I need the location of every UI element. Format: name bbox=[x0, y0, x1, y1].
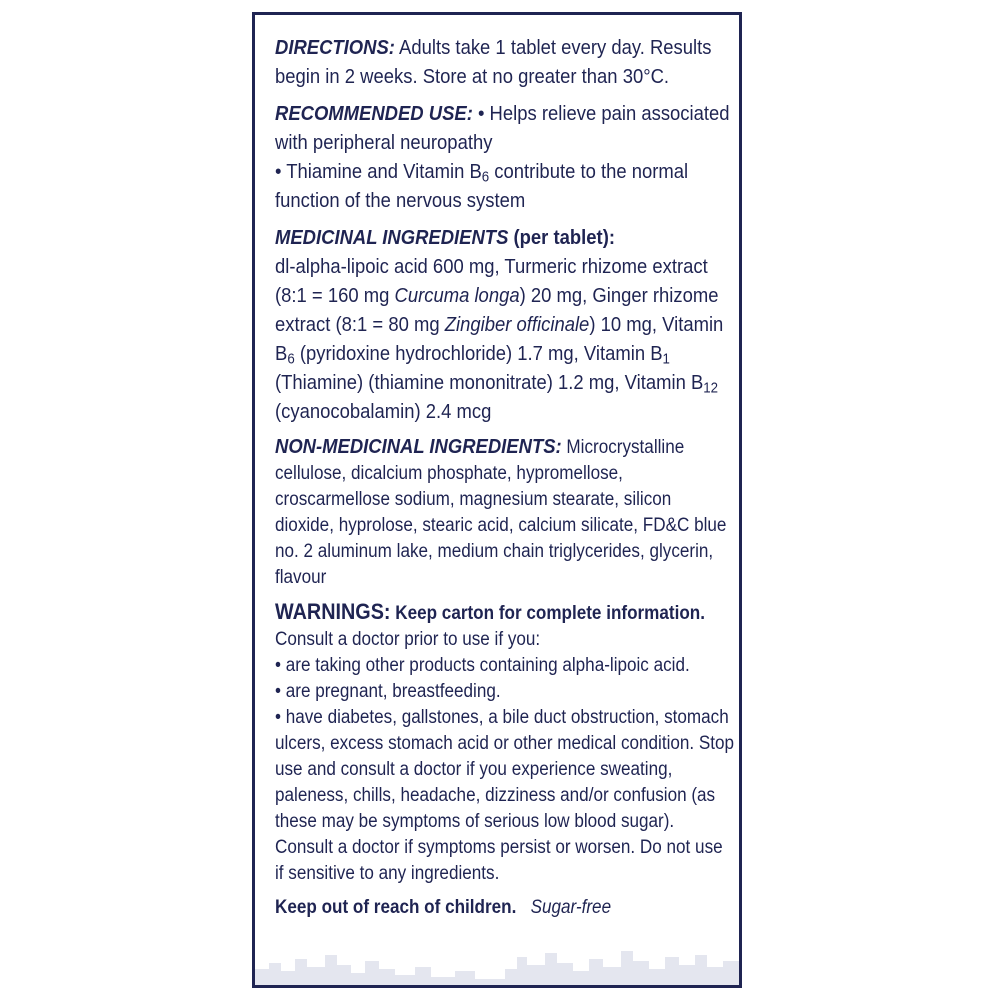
warnings-intro: Consult a doctor prior to use if you: bbox=[275, 629, 541, 650]
directions-text: Adults take 1 tablet every day. Results begin in 2 weeks. Store at no greater than 30°C. bbox=[275, 36, 712, 88]
directions-section bbox=[275, 33, 735, 91]
non-medicinal-text: Microcrystalline cellulose, dicalcium phosphate, hypromellose, croscarmellose sodium, magnesium stearate, silicon dioxide, hyprolose, stearic acid, calcium silicate, FD&C blue no. 2 aluminum lake, medium chain triglycerides, glycerin, flavour bbox=[275, 437, 727, 588]
medicinal-text: (cyanocobalamin) 2.4 mcg bbox=[275, 400, 492, 423]
directions-heading: DIRECTIONS: bbox=[275, 36, 395, 59]
recommended-use-section bbox=[275, 99, 735, 215]
keep-out-of-reach: Keep out of reach of children. bbox=[275, 897, 517, 918]
warnings-heading: WARNINGS: bbox=[275, 599, 391, 624]
subscript: 6 bbox=[287, 351, 295, 368]
subscript: 1 bbox=[662, 351, 670, 368]
non-medicinal-section bbox=[275, 434, 735, 591]
recommended-use-bullet-2b: contribute to the normal function of the nervous system bbox=[275, 160, 689, 212]
recommended-use-heading: RECOMMENDED USE: bbox=[275, 102, 473, 125]
footer-line bbox=[275, 895, 735, 921]
medicinal-text: (pyridoxine hydrochloride) 1.7 mg, Vitamin B bbox=[294, 342, 663, 365]
medicinal-text: (Thiamine) (thiamine mononitrate) 1.2 mg, Vitamin B bbox=[275, 371, 704, 394]
recommended-use-bullet-1: • Helps relieve pain associated with peripheral neuropathy bbox=[275, 102, 730, 154]
non-medicinal-heading: NON-MEDICINAL INGREDIENTS: bbox=[275, 435, 562, 458]
latin-name: Zingiber officinale bbox=[444, 313, 590, 336]
subscript: 12 bbox=[703, 380, 719, 397]
medicinal-text: ) 20 mg, Ginger rhizome extract (8:1 = 80 mg bbox=[275, 284, 719, 336]
medicinal-text: dl-alpha-lipoic acid 600 mg, Turmeric rhizome extract (8:1 = 160 mg bbox=[275, 255, 708, 307]
medicinal-heading: MEDICINAL INGREDIENTS bbox=[275, 226, 509, 249]
medicinal-heading-suffix: (per tablet): bbox=[508, 226, 615, 249]
recommended-use-bullet-2a: • Thiamine and Vitamin B bbox=[275, 160, 482, 183]
warnings-bullet-3: • have diabetes, gallstones, a bile duct obstruction, stomach ulcers, excess stomach acid or other medical condition. Stop use and consult a doctor if you experience sweating, paleness, chills, headache, dizziness and/or confusion (as these may be symptoms of serious low blood sugar). Consult a doctor if symptoms persist or worsen. Do not use if sensitive to any ingredients. bbox=[275, 707, 735, 884]
subscript: 6 bbox=[481, 169, 490, 186]
warnings-subheading: Keep carton for complete information. bbox=[390, 603, 705, 624]
latin-name: Curcuma longa bbox=[394, 284, 520, 307]
sugar-free-label: Sugar-free bbox=[530, 897, 612, 918]
skyline-graphic bbox=[255, 945, 739, 985]
medicinal-text: ) 10 mg, Vitamin B bbox=[275, 313, 724, 365]
warnings-bullet-2: • are pregnant, breastfeeding. bbox=[275, 681, 501, 702]
warnings-bullet-1: • are taking other products containing alpha-lipoic acid. bbox=[275, 655, 690, 676]
label-panel bbox=[252, 12, 742, 988]
label-text bbox=[275, 33, 735, 929]
warnings-section bbox=[275, 599, 735, 887]
medicinal-section bbox=[275, 223, 735, 426]
